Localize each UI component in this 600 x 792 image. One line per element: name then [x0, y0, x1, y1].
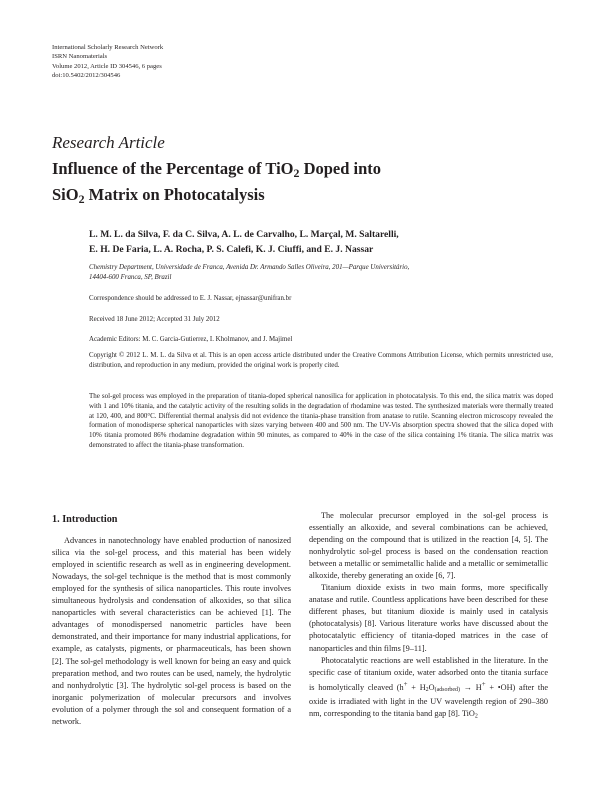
affiliation-line-1: Chemistry Department, Universidade de Franca, Avenida Dr. Armando Salles Oliveira, 201—Parque Universitário,	[89, 264, 410, 271]
correspondence: Correspondence should be addressed to E. J. Nassar, ejnassar@unifran.br	[89, 295, 292, 302]
title-line-1	[52, 158, 492, 184]
title-text: SiO	[52, 184, 79, 204]
title-line-2	[52, 184, 492, 210]
title-text: Matrix on Photocatalysis	[84, 184, 265, 204]
superscript: +	[481, 680, 486, 688]
body-column-left	[52, 510, 291, 728]
journal-header	[52, 43, 163, 80]
paragraph	[309, 655, 548, 723]
title-text: Doped into	[299, 159, 382, 178]
journal-name: ISRN Nanomaterials	[52, 53, 108, 61]
superscript: +	[403, 680, 408, 688]
received-dates: Received 18 June 2012; Accepted 31 July 2012	[89, 316, 220, 323]
academic-editors: Academic Editors: M. C. Garcia-Gutierrez, I. Kholmanov, and J. Majimel	[89, 336, 293, 343]
title-subscript: 2	[293, 165, 300, 180]
subscript: 2	[474, 713, 478, 720]
paragraph-text: O	[428, 682, 435, 692]
paragraph: Titanium dioxide exists in two main forms, more specifically anatase and rutile. Countless applications have been described for these different phases, but titanium dioxide is mainly used in catalysis (photocatalysis) [8]. Various literature works have discussed about the photocatalytic efficiency of titania-doped matrices in the case of nanoparticles and thin films [9–11].	[309, 583, 548, 653]
paragraph-text: Photocatalytic reactions are well established in the literature. In the specific case of titanium oxide, water adsorbed onto the titania surface is homolytically cleaved (h	[309, 655, 548, 692]
paragraph-text: + •OH) after the oxide is irradiated with light in the UV wavelength region of 290–380 nm, corresponding to the titania band gap [8]. TiO	[309, 682, 548, 718]
paragraph-text: + H	[407, 682, 426, 692]
subscript: 2	[425, 686, 429, 693]
article-type: Research Article	[52, 133, 165, 152]
copyright-notice: Copyright © 2012 L. M. L. da Silva et al. This is an open access article distributed under the Creative Commons Attribution License, which permits unrestricted use, distribution, and reproduction in any medium, provided the original work is properly cited.	[89, 352, 553, 369]
abstract: The sol-gel process was employed in the preparation of titania-doped spherical nanosilica for application in photocatalysis. To this end, the silica matrix was doped with 1 and 10% titania, and the catalytic activity of the resulting solids in the degradation of rhodamine was tested. The synthesized materials were thermally treated at 120, 400, and 800°C. Differential thermal analysis did not evidence the titania-phase transition from anatase to rutile. Scanning electron microscopy revealed the formation of monodisperse spherical nanoparticles with sizes varying between 400 and 500 nm. The UV-Vis absorption spectra showed that the silica doped with 10% titania promoted 86% rhodamine degradation within 90 minutes, as compared to 40% in the case of the silica containing 1% titania. The silica matrix was demonstrated to affect the titania-phase transformation.	[89, 392, 553, 449]
paragraph-text: → H	[459, 682, 482, 692]
authors-line-1: L. M. L. da Silva, F. da C. Silva, A. L. de Carvalho, L. Marçal, M. Saltarelli,	[89, 229, 399, 240]
subscript: (adsorbed)	[434, 686, 460, 693]
affiliation-line-2: 14404-600 Franca, SP, Brazil	[89, 273, 172, 281]
title-subscript: 2	[78, 191, 85, 206]
paragraph: The molecular precursor employed in the sol-gel process is essentially an alkoxide, and several combinations can be achieved, depending on the compound that is utilized in the reaction [4, 5]. The nonhydrolytic sol-gel process is based on the condensation reaction between a metallic or semimetallic halide and a metallic or semimetallic alkoxide, thereby generating an oxide [6, 7].	[309, 511, 548, 581]
paragraph: Advances in nanotechnology have enabled production of nanosized silica via the sol-gel process, and this material has been widely employed in scientific research as well as in engineering development. Nowadays, the sol-gel technique is the method that is most commonly employed for the synthesis of silica nanoparticles. This route involves simultaneous hydrolysis and condensation of alkoxides, so that silica nanoparticles with several characteristics can be achieved [1]. The advantages of monodispersed nanometric particles have been demonstrated, and their importance for many industrial applications, for example, as catalysts, pigments, or pharmaceuticals, has been shown [2]. The sol-gel methodology is well known for being an easy and quick preparation method, and two routes can be used, namely, the hydrolytic and nonhydrolytic [3]. The hydrolytic sol-gel process is based on the inorganic polymerization of molecular precursors and involves evolution of a polymer through the sol and consequent formation of a network.	[52, 536, 291, 726]
article-title	[52, 158, 492, 210]
volume-info: Volume 2012, Article ID 304546, 6 pages	[52, 62, 162, 70]
affiliation	[89, 263, 553, 283]
author-list	[89, 227, 559, 257]
doi: doi:10.5402/2012/304546	[52, 71, 121, 79]
authors-line-2: E. H. De Faria, L. A. Rocha, P. S. Calefi, K. J. Ciuffi, and E. J. Nassar	[89, 244, 374, 255]
publisher-name: International Scholarly Research Network	[52, 44, 164, 51]
title-text: Influence of the Percentage of TiO	[52, 159, 294, 178]
section-heading-introduction: 1. Introduction	[52, 514, 118, 525]
body-column-right	[309, 510, 548, 723]
